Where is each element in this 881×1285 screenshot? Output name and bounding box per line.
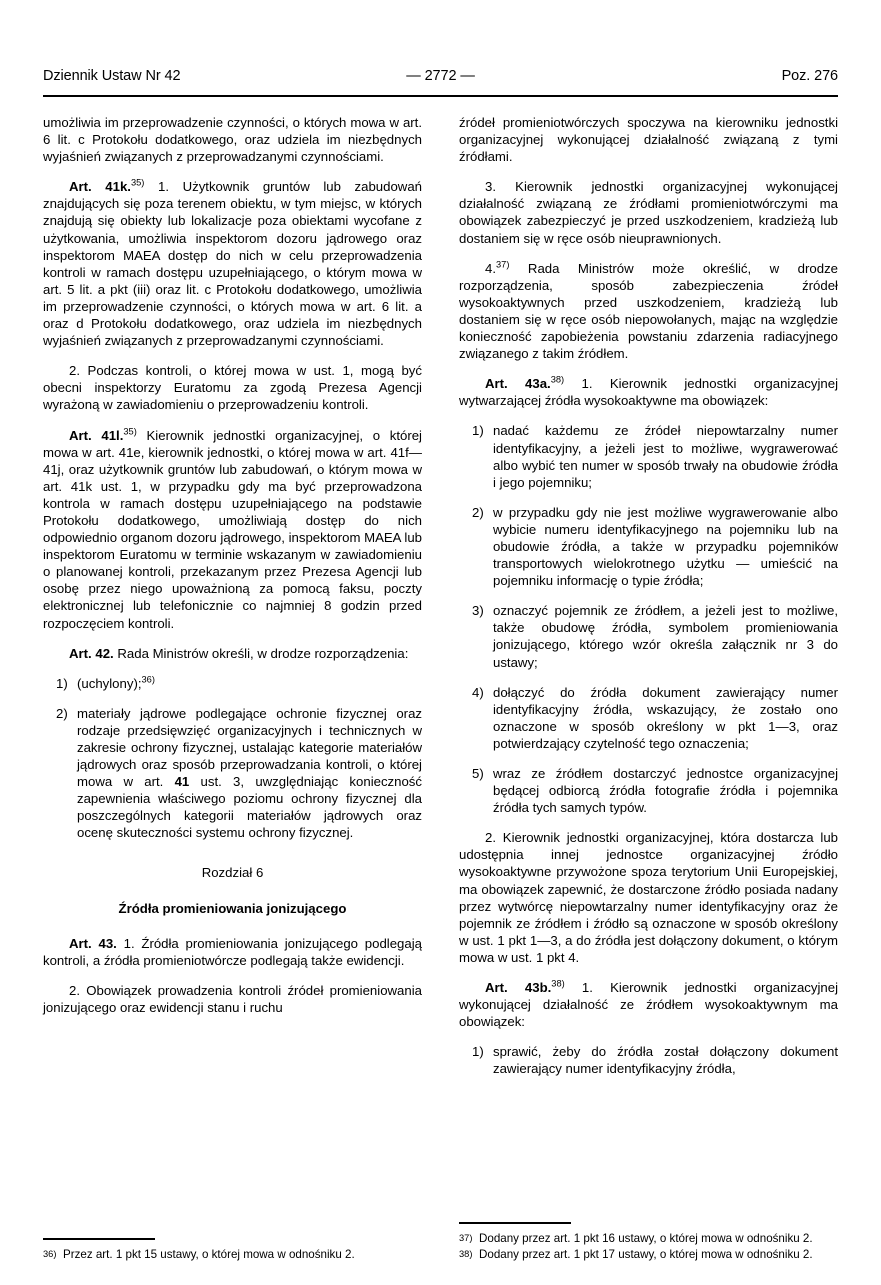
- article-41k-text: 1. Użytkownik gruntów lub zabudowań znajdujących się poza terenem obiektu, w tym miejsc, w których znajdują się obiekty lub lokalizacje poza obiektami wycofane z użytkowania, umożliwia inspektorom dozoru jądrowego oraz inspektorom MAEA dostęp do nich w celu przeprowadzenia kontroli w ramach dostępu uzupełniającego, o którym mowa w art. 5 lit. a pkt (iii) oraz lit. c Protokołu dodatkowego, umożliwia im przeprowadzenie czynności, o których mowa w art. 6 lit. a oraz d Protokołu dodatkowego, oraz udziela im niezbędnych wyjaśnień związanych z przeprowadzanymi czynnościami.: [43, 179, 422, 349]
- article-43-paragraph: [43, 935, 422, 969]
- list-item: [459, 602, 838, 670]
- left-column: [43, 114, 422, 1016]
- footnote-marker: 38): [459, 1248, 473, 1259]
- paragraph-continuation: umożliwia im przeprowadzenie czynności, o których mowa w art. 6 lit. c Protokołu dodatkowego, oraz udziela im niezbędnych wyjaśnień związanych z przeprowadzanymi czynnościami.: [43, 115, 422, 165]
- footnotes-right: [459, 1222, 838, 1263]
- running-head-right: Poz. 276: [781, 68, 838, 84]
- article-43-ust-2: 2. Obowiązek prowadzenia kontroli źródeł promieniowania jonizującego oraz ewidencji stanu i ruchu: [43, 982, 422, 1016]
- footnote-ref-35b: 35): [123, 426, 137, 437]
- footnote-entry: [459, 1231, 838, 1246]
- article-43a-paragraph: [459, 375, 838, 409]
- article-43-ust-3: 3. Kierownik jednostki organizacyjnej wykonującej działalność związaną ze źródłami promieniotwórczymi ma obowiązek zabezpieczyć je przed uszkodzeniem, kradzieżą lub dostaniem się w ręce osób nieuprawnionych.: [459, 179, 838, 246]
- footnote-separator-rule: [43, 1238, 155, 1240]
- list-item-number: 2): [56, 705, 68, 721]
- footnote-text: Dodany przez art. 1 pkt 16 ustawy, o której mowa w odnośniku 2.: [479, 1231, 813, 1245]
- footnote-ref-35: 35): [130, 177, 145, 188]
- list-item-text: w przypadku gdy nie jest możliwe wygrawerowanie albo wybicie numeru identyfikacyjnego na pojemniku lub na obudowie źródła, a także w przypadku pojemników transportowych wielokrotnego użytku — umieścić na pojemniku informację o typie źródła;: [493, 504, 838, 589]
- running-head-center: — 2772 —: [406, 68, 475, 84]
- list-item-number: 5): [472, 766, 484, 781]
- footnotes-left: [43, 1238, 422, 1263]
- article-43a-ust-2: 2. Kierownik jednostki organizacyjnej, która dostarcza lub udostępnia innej jednostce organizacyjnej źródło wysokoaktywne przywożone spoza terytorium Unii Europejskiej, ma obowiązek zapewnić, że dostarczone źródło posiada nadany przez wytwórcę niepowtarzalny numer identyfikacyjny oraz że pojemnik ze źródłem i źródło są oznaczone w sposób określony w ust. 1 pkt 1—3, a do źródła jest dołączony dokument, o którym mowa w ust. 1 pkt 4.: [459, 830, 838, 965]
- list-item-text: dołączyć do źródła dokument zawierający numer identyfikacyjny źródła, wskazujący, że zostało ono oznaczone w sposób określony w pkt 1—3, oraz potwierdzający czytelność tego oznaczenia;: [493, 684, 838, 751]
- list-item-number: 1): [56, 675, 68, 691]
- list-item: [459, 1043, 838, 1077]
- article-41l-paragraph: [43, 427, 422, 632]
- ust-4-text: Rada Ministrów może określić, w drodze rozporządzenia, sposób zabezpieczenia źródeł wysokoaktywnych przed uszkodzeniem, kradzieżą lub dostaniem się w ręce osób niepowołanych, mając na względzie konieczność zapobieżenia powstaniu zdarzenia radiacyjnego związanego z takim źródłem.: [459, 260, 838, 362]
- article-41k-label: Art. 41k.: [69, 179, 131, 195]
- list-item-text: oznaczyć pojemnik ze źródłem, a jeżeli jest to możliwe, także obudowę źródła, symbolem promieniowania jonizującego, którego wzór określa załącznik nr 3 do ustawy;: [493, 603, 838, 670]
- footnote-marker: 36): [43, 1248, 57, 1259]
- article-41k-ust-2: 2. Podczas kontroli, o której mowa w ust. 1, mogą być obecni inspektorzy Euratomu za zgodą Prezesa Agencji wyrażoną w zawiadomieniu o przeprowadzeniu kontroli.: [43, 363, 422, 413]
- list-item-body: materiały jądrowe podlegające ochronie fizycznej oraz rodzaje przedsięwzięć organizacyjnych i technicznych w zakresie ochrony fizycznej, ustalając kategorie materiałów jądrowych oraz sposób przeprowadzania kontroli, o której mowa w art.: [77, 705, 422, 790]
- column-container: [43, 114, 838, 1249]
- article-43b-label: Art. 43b.: [485, 980, 552, 996]
- footnote-ref-36: 36): [141, 674, 155, 685]
- list-item-text: [77, 705, 422, 842]
- article-43a-text: 1. Kierownik jednostki organizacyjnej wytwarzającej źródła wysokoaktywne ma obowiązek:: [459, 376, 839, 409]
- list-item-text: nadać każdemu ze źródeł niepowtarzalny numer identyfikacyjny, a jeżeli jest to możliwe, wygrawerować albo wybić ten numer w sposób trwały na obudowie źródła i jego pojemniku;: [493, 423, 838, 490]
- list-item-body: (uchylony);: [77, 675, 142, 691]
- right-column: [459, 114, 838, 1091]
- article-41k-paragraph: [43, 178, 422, 349]
- paragraph-continuation: źródeł promieniotwórczych spoczywa na kierowniku jednostki organizacyjnej wykonującej działalność związaną z tymi źródłami.: [459, 115, 838, 165]
- chapter-number: Rozdział 6: [201, 864, 264, 880]
- article-43-text: 1. Źródła promieniowania jonizującego podlegają kontroli, a źródła promieniotwórcze podlegają także ewidencji.: [43, 935, 422, 968]
- footnote-ref-37: 37): [496, 259, 510, 270]
- footnote-text: Przez art. 1 pkt 15 ustawy, o której mowa w odnośniku 2.: [63, 1247, 355, 1261]
- article-43-label: Art. 43.: [69, 935, 117, 951]
- chapter-title: Źródła promieniowania jonizującego: [118, 900, 347, 916]
- footnote-marker: 37): [459, 1232, 473, 1243]
- list-item: [43, 705, 422, 842]
- list-item: [459, 765, 838, 816]
- list-item-number: 4): [472, 684, 484, 700]
- list-item-number: 2): [472, 504, 484, 520]
- list-item: [459, 684, 838, 752]
- article-42-label: Art. 42.: [69, 645, 114, 661]
- footnote-entry: [459, 1247, 838, 1262]
- article-42-paragraph: [43, 645, 422, 662]
- header-rule: [43, 95, 838, 97]
- list-item: [459, 504, 838, 589]
- list-item-number: 3): [472, 603, 484, 619]
- footnote-ref-38b: 38): [551, 978, 565, 989]
- footnote-entry: [43, 1247, 422, 1262]
- list-item: [43, 675, 422, 692]
- list-item-text: sprawić, żeby do źródła został dołączony dokument zawierający numer identyfikacyjny źródła,: [493, 1044, 838, 1077]
- ust-4-number: 4.: [485, 260, 496, 276]
- article-43b-paragraph: [459, 979, 838, 1030]
- list-item-text: [77, 675, 422, 692]
- article-41l-text: Kierownik jednostki organizacyjnej, o której mowa w art. 41e, kierownik jednostki, o której mowa w art. 41f—41j, oraz użytkownik gruntów lub zabudowań, o którym mowa w art. 41k ust. 1, w przypadku gdy ma być przeprowadzona kontrola w ramach dostępu uzupełniającego na podstawie Protokołu dodatkowego, umożliwiają dostęp do nich odpowiednio organom dozoru jądrowego, inspektorom MAEA lub inspektorom Euratomu w terminie wskazanym w zawiadomieniu o planowanej kontroli, przekazanym przez Prezesa Agencji lub osobę przez niego upoważnioną za pomocą faksu, poczty elektronicznej lub telefonicznie co najmniej 8 godzin przed rozpoczęciem kontroli.: [43, 427, 422, 631]
- list-item-number: 1): [472, 1044, 484, 1060]
- article-43b-text: 1. Kierownik jednostki organizacyjnej wykonującej działalność ze źródłem wysokoaktywnym ma obowiązek:: [459, 980, 839, 1030]
- article-43-ust-4: [459, 260, 838, 363]
- article-41l-label: Art. 41l.: [69, 427, 124, 443]
- running-head: [43, 68, 838, 84]
- list-item-text: wraz ze źródłem dostarczyć jednostce organizacyjnej będącej odbiorcą źródła fotografie źródła i pojemnika źródła tych samych typów.: [493, 766, 838, 816]
- article-reference-41: 41: [174, 774, 190, 790]
- footnote-ref-38: 38): [550, 374, 565, 385]
- footnote-separator-rule: [459, 1222, 571, 1224]
- list-item: [459, 422, 838, 490]
- running-head-left: Dziennik Ustaw Nr 42: [43, 68, 181, 84]
- list-item-body-tail: ust. 3, uwzględniając konieczność zapewnienia właściwego poziomu ochrony fizycznej dla poszczególnych kategorii materiałów jądrowych oraz ocenę skuteczności systemu ochrony fizycznej.: [77, 774, 422, 841]
- article-42-text: Rada Ministrów określi, w drodze rozporządzenia:: [113, 645, 409, 661]
- article-43a-label: Art. 43a.: [485, 376, 551, 392]
- list-item-number: 1): [472, 423, 484, 439]
- footnote-text: Dodany przez art. 1 pkt 17 ustawy, o której mowa w odnośniku 2.: [479, 1247, 813, 1261]
